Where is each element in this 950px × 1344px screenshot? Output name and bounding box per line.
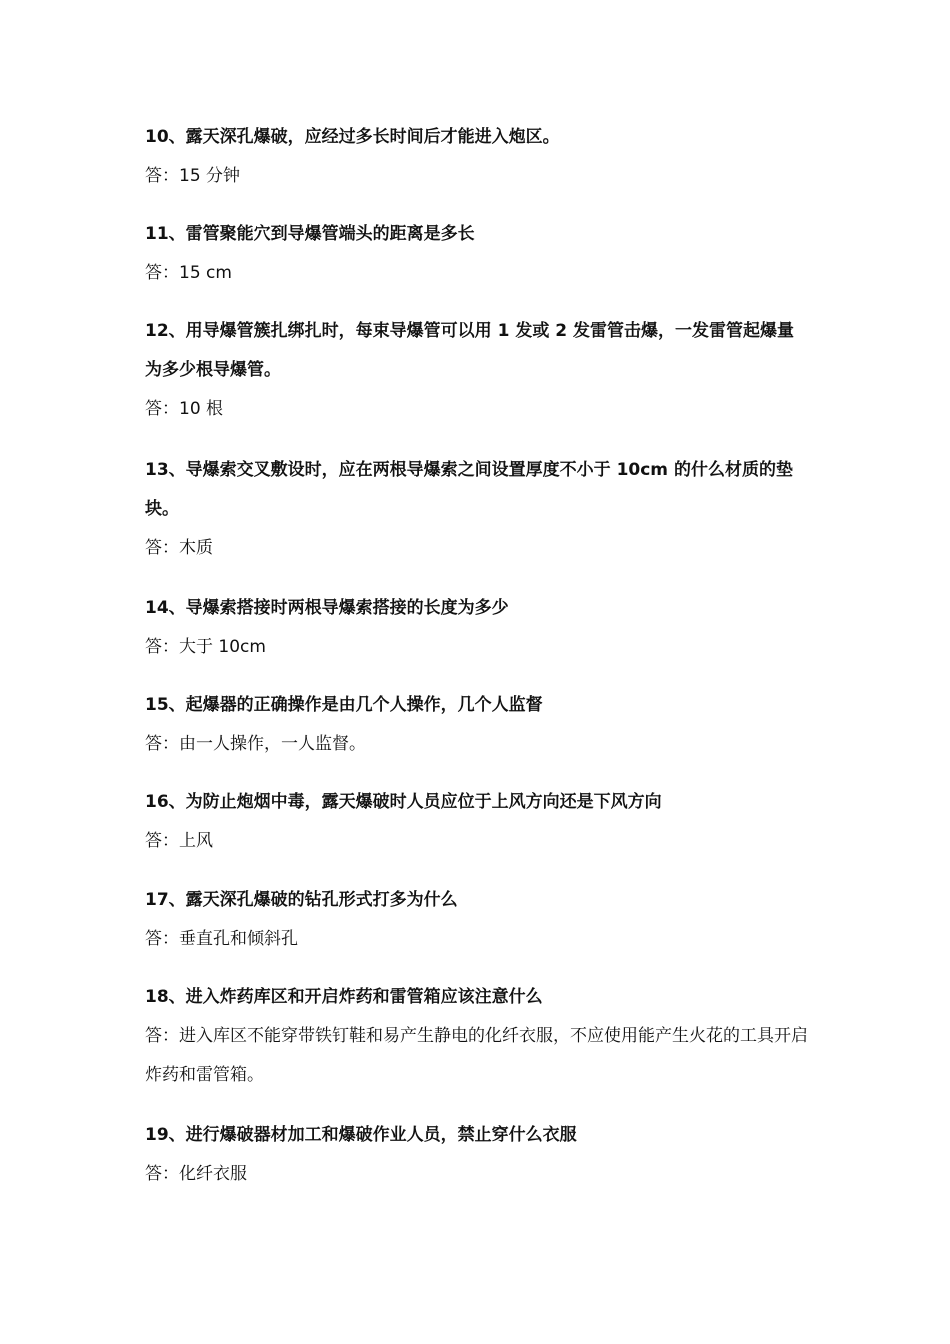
answer-19: 答：化纤衣服 (145, 1164, 247, 1184)
question-10: 10、露天深孔爆破，应经过多长时间后才能进入炮区。 (145, 127, 560, 147)
answer-17: 答：垂直孔和倾斜孔 (145, 929, 298, 949)
question-15: 15、起爆器的正确操作是由几个人操作，几个人监督 (145, 695, 543, 715)
qa-item-12 (145, 312, 810, 429)
question-18: 18、进入炸药库区和开启炸药和雷管箱应该注意什么 (145, 987, 543, 1007)
qa-item-10 (145, 118, 810, 196)
qa-item-11 (145, 215, 810, 293)
question-14: 14、导爆索搭接时两根导爆索搭接的长度为多少 (145, 598, 509, 618)
answer-11: 答：15 cm (145, 263, 232, 283)
answer-14: 答：大于 10cm (145, 637, 266, 657)
answer-18: 答：进入库区不能穿带铁钉鞋和易产生静电的化纤衣服，不应使用能产生火花的工具开启炸药和雷管箱。 (145, 1026, 808, 1085)
qa-item-16 (145, 783, 810, 861)
qa-item-17 (145, 881, 810, 959)
question-11: 11、雷管聚能穴到导爆管端头的距离是多长 (145, 224, 475, 244)
answer-10: 答：15 分钟 (145, 166, 241, 186)
answer-15: 答：由一人操作，一人监督。 (145, 734, 366, 754)
qa-item-15 (145, 686, 810, 764)
qa-item-14 (145, 589, 810, 667)
question-12: 12、用导爆管簇扎绑扎时，每束导爆管可以用 1 发或 2 发雷管击爆，一发雷管起爆量为多少根导爆管。 (145, 321, 794, 380)
question-17: 17、露天深孔爆破的钻孔形式打多为什么 (145, 890, 458, 910)
question-13: 13、导爆索交叉敷设时，应在两根导爆索之间设置厚度不小于 10cm 的什么材质的垫块。 (145, 460, 793, 519)
answer-16: 答：上风 (145, 831, 213, 851)
qa-item-18 (145, 978, 810, 1095)
qa-item-19 (145, 1116, 810, 1194)
answer-13: 答：木质 (145, 538, 213, 558)
answer-12: 答：10 根 (145, 399, 224, 419)
qa-item-13 (145, 451, 810, 568)
question-19: 19、进行爆破器材加工和爆破作业人员，禁止穿什么衣服 (145, 1125, 577, 1145)
question-16: 16、为防止炮烟中毒，露天爆破时人员应位于上风方向还是下风方向 (145, 792, 662, 812)
